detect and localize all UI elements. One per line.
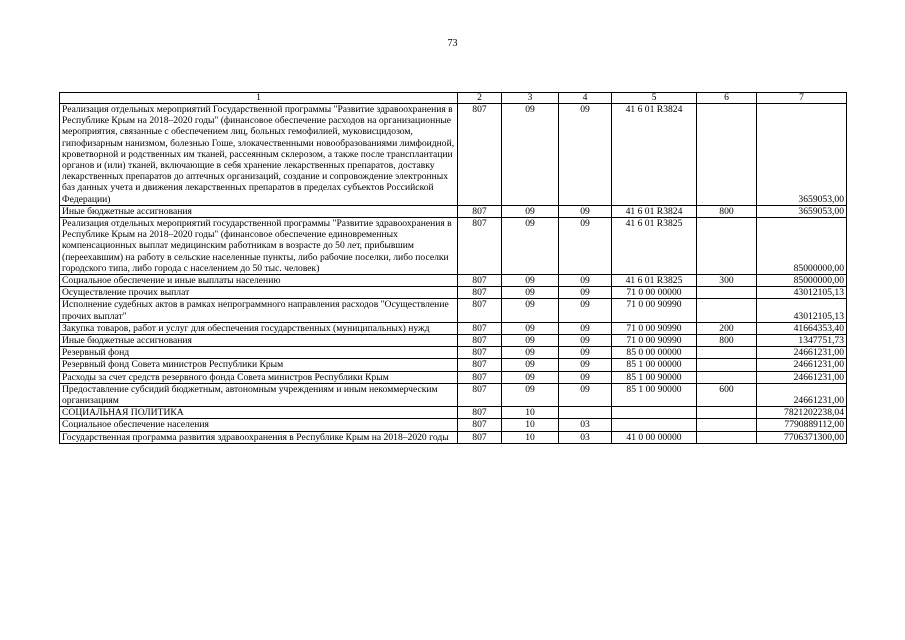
- row-expense-type: [697, 218, 757, 275]
- row-target-article: 85 1 00 90000: [612, 371, 697, 383]
- row-section-code: 09: [502, 205, 559, 217]
- header-cell-col1: 1: [60, 93, 458, 104]
- row-ministry-code: 807: [458, 419, 502, 431]
- row-amount: 3659053,00: [757, 104, 847, 206]
- table-row: [60, 335, 847, 347]
- row-ministry-code: 807: [458, 335, 502, 347]
- row-expense-type: [697, 371, 757, 383]
- table-row: [60, 218, 847, 275]
- row-expense-type: [697, 419, 757, 431]
- row-name-cell: Резервный фонд Совета министров Республики Крым: [60, 359, 458, 371]
- table-header-row: [60, 93, 847, 104]
- row-amount: 85000000,00: [757, 218, 847, 275]
- row-target-article: 71 0 00 90990: [612, 335, 697, 347]
- row-expense-type: 800: [697, 335, 757, 347]
- row-ministry-code: 807: [458, 359, 502, 371]
- row-expense-type: [697, 299, 757, 322]
- row-amount: 7706371300,00: [757, 431, 847, 443]
- header-cell-col7: 7: [757, 93, 847, 104]
- row-target-article: 41 6 01 R3824: [612, 205, 697, 217]
- row-subsection-code: 03: [559, 431, 612, 443]
- row-section-code: 09: [502, 359, 559, 371]
- row-name-cell: Иные бюджетные ассигнования: [60, 205, 458, 217]
- row-target-article: 41 6 01 R3824: [612, 104, 697, 206]
- row-subsection-code: 09: [559, 287, 612, 299]
- row-amount: 24661231,00: [757, 383, 847, 406]
- row-subsection-code: 09: [559, 104, 612, 206]
- row-target-article: 85 0 00 00000: [612, 347, 697, 359]
- row-expense-type: 200: [697, 322, 757, 334]
- row-ministry-code: 807: [458, 383, 502, 406]
- row-name-cell: Предоставление субсидий бюджетным, автономным учреждениям и иным некоммерческим организациям: [60, 383, 458, 406]
- row-subsection-code: 09: [559, 205, 612, 217]
- table-row: [60, 275, 847, 287]
- row-name-cell: Резервный фонд: [60, 347, 458, 359]
- row-target-article: [612, 419, 697, 431]
- row-section-code: 09: [502, 218, 559, 275]
- row-name-cell: Иные бюджетные ассигнования: [60, 335, 458, 347]
- row-section-code: 10: [502, 407, 559, 419]
- row-section-code: 09: [502, 371, 559, 383]
- row-name-cell: Социальное обеспечение и иные выплаты населению: [60, 275, 458, 287]
- row-section-code: 09: [502, 335, 559, 347]
- row-section-code: 09: [502, 383, 559, 406]
- row-expense-type: [697, 104, 757, 206]
- table-row: [60, 431, 847, 443]
- row-ministry-code: 807: [458, 347, 502, 359]
- row-name-cell: Социальное обеспечение населения: [60, 419, 458, 431]
- row-expense-type: [697, 287, 757, 299]
- row-section-code: 09: [502, 322, 559, 334]
- row-section-code: 09: [502, 347, 559, 359]
- row-subsection-code: 09: [559, 299, 612, 322]
- row-subsection-code: 03: [559, 419, 612, 431]
- row-subsection-code: 09: [559, 218, 612, 275]
- budget-table: [59, 92, 847, 444]
- table-row: [60, 299, 847, 322]
- row-ministry-code: 807: [458, 287, 502, 299]
- row-amount: 3659053,00: [757, 205, 847, 217]
- table-row: [60, 205, 847, 217]
- row-target-article: 41 6 01 R3825: [612, 218, 697, 275]
- row-target-article: 71 0 00 90990: [612, 299, 697, 322]
- row-ministry-code: 807: [458, 275, 502, 287]
- row-section-code: 10: [502, 419, 559, 431]
- row-target-article: 71 0 00 90990: [612, 322, 697, 334]
- table-row: [60, 371, 847, 383]
- row-expense-type: 300: [697, 275, 757, 287]
- header-cell-col4: 4: [559, 93, 612, 104]
- row-expense-type: 800: [697, 205, 757, 217]
- header-cell-col3: 3: [502, 93, 559, 104]
- row-subsection-code: 09: [559, 322, 612, 334]
- row-name-cell: Расходы за счет средств резервного фонда Совета министров Республики Крым: [60, 371, 458, 383]
- row-expense-type: [697, 431, 757, 443]
- table-row: [60, 383, 847, 406]
- row-name-cell: Исполнение судебных актов в рамках непрограммного направления расходов "Осуществление прочих выплат": [60, 299, 458, 322]
- row-amount: 24661231,00: [757, 347, 847, 359]
- row-section-code: 10: [502, 431, 559, 443]
- row-subsection-code: 09: [559, 275, 612, 287]
- row-section-code: 09: [502, 275, 559, 287]
- row-expense-type: [697, 359, 757, 371]
- row-section-code: 09: [502, 287, 559, 299]
- row-section-code: 09: [502, 299, 559, 322]
- row-section-code: 09: [502, 104, 559, 206]
- row-target-article: 71 0 00 00000: [612, 287, 697, 299]
- row-amount: 41664353,40: [757, 322, 847, 334]
- row-ministry-code: 807: [458, 205, 502, 217]
- page-number: 73: [447, 38, 458, 49]
- row-ministry-code: 807: [458, 371, 502, 383]
- row-amount: 1347751,73: [757, 335, 847, 347]
- row-amount: 24661231,00: [757, 359, 847, 371]
- row-ministry-code: 807: [458, 218, 502, 275]
- row-name-cell: СОЦИАЛЬНАЯ ПОЛИТИКА: [60, 407, 458, 419]
- row-name-cell: Реализация отдельных мероприятий государственной программы "Развитие здравоохранения в Республике Крым на 2018–2020 годы" (финансовое обеспечение единовременных компенсационных выплат медицинским работникам в возрасте до 50 лет, прибывшим (переехавшим) на работу в сельские населенные пункты, либо рабочие поселки, либо поселки городского типа, либо города с населением до 50 тыс. человек): [60, 218, 458, 275]
- row-amount: 43012105,13: [757, 287, 847, 299]
- row-subsection-code: 09: [559, 383, 612, 406]
- row-amount: 7821202238,04: [757, 407, 847, 419]
- table-row: [60, 347, 847, 359]
- row-subsection-code: 09: [559, 371, 612, 383]
- row-subsection-code: 09: [559, 335, 612, 347]
- row-expense-type: [697, 347, 757, 359]
- row-target-article: 41 0 00 00000: [612, 431, 697, 443]
- row-subsection-code: [559, 407, 612, 419]
- table-row: [60, 407, 847, 419]
- row-name-cell: Осуществление прочих выплат: [60, 287, 458, 299]
- table-row: [60, 104, 847, 206]
- table-row: [60, 322, 847, 334]
- row-amount: 7790889112,00: [757, 419, 847, 431]
- row-expense-type: 600: [697, 383, 757, 406]
- row-target-article: [612, 407, 697, 419]
- row-target-article: 85 1 00 00000: [612, 359, 697, 371]
- row-subsection-code: 09: [559, 359, 612, 371]
- row-name-cell: Закупка товаров, работ и услуг для обеспечения государственных (муниципальных) нужд: [60, 322, 458, 334]
- header-cell-col5: 5: [612, 93, 697, 104]
- row-target-article: 41 6 01 R3825: [612, 275, 697, 287]
- row-expense-type: [697, 407, 757, 419]
- row-ministry-code: 807: [458, 431, 502, 443]
- row-ministry-code: 807: [458, 299, 502, 322]
- header-cell-col6: 6: [697, 93, 757, 104]
- table-row: [60, 359, 847, 371]
- row-target-article: 85 1 00 90000: [612, 383, 697, 406]
- row-amount: 85000000,00: [757, 275, 847, 287]
- row-amount: 24661231,00: [757, 371, 847, 383]
- row-name-cell: Реализация отдельных мероприятий Государственной программы "Развитие здравоохранения в Республике Крым на 2018–2020 годы" (финансовое обеспечение расходов на организационные мероприятия, связанные с обеспечением лиц, больных гемофилией, муковисцидозом, гипофизарным нанизмом, болезнью Гоше, злокачественными новообразованиями лимфоидной, кроветворной и родственных им тканей, рассеянным склерозом, а также после трансплантации органов и (или) тканей, включающие в себя хранение лекарственных препаратов, доставку лекарственных препаратов до аптечных организаций, создание и сопровождение электронных баз данных учета и движения лекарственных препаратов в пределах субъектов Российской Федерации): [60, 104, 458, 206]
- row-subsection-code: 09: [559, 347, 612, 359]
- row-ministry-code: 807: [458, 322, 502, 334]
- table-row: [60, 419, 847, 431]
- row-ministry-code: 807: [458, 104, 502, 206]
- row-name-cell: Государственная программа развития здравоохранения в Республике Крым на 2018–2020 годы: [60, 431, 458, 443]
- table-row: [60, 287, 847, 299]
- header-cell-col2: 2: [458, 93, 502, 104]
- row-amount: 43012105,13: [757, 299, 847, 322]
- row-ministry-code: 807: [458, 407, 502, 419]
